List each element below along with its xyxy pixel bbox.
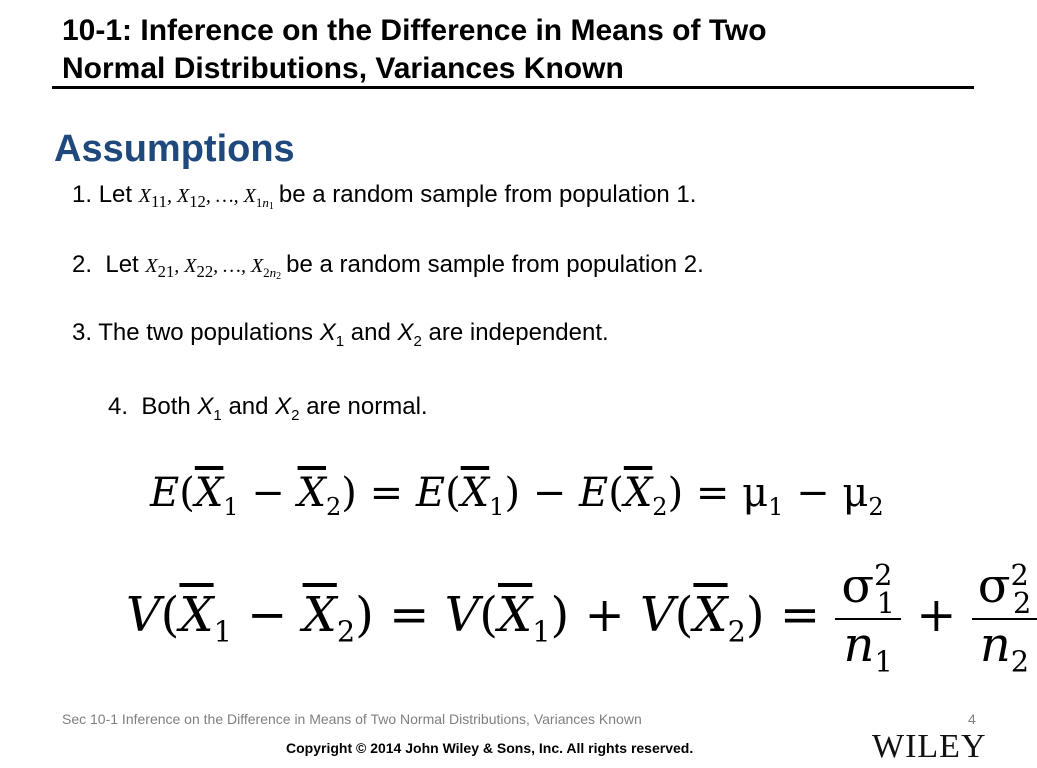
assumption-number: 4. (108, 393, 129, 420)
variable-x2: $X_2$ (397, 319, 422, 350)
assumption-prefix: Let (105, 251, 139, 278)
assumption-3 (72, 318, 609, 357)
wiley-logo: WILEY (872, 728, 987, 765)
title-line-2: Normal Distributions, Variances Known (62, 52, 624, 85)
variable-x1: $X_1$ (319, 319, 345, 350)
assumption-2 (72, 250, 704, 292)
sample-2-notation: $X_{21}$, $X_{22}$, …, $X_{2n_2}$ (145, 255, 282, 282)
sample-1-notation: $X_{11}$, $X_{12}$, …, $X_{1n_1}$ (138, 185, 274, 212)
assumption-text: are normal. (306, 393, 428, 420)
variance-formula: $V(\overline{X}_1 - \overline{X}_2) = V(\overline{X}_1) + V(\overline{X}_2)$ = $\frac{\sigma^2_1}{n_1}$ + $\frac{\sigma^2_2}{n_2}$ (126, 560, 1037, 677)
assumption-1 (72, 180, 696, 222)
assumption-text: and (228, 393, 269, 420)
title-line-1: 10-1: Inference on the Difference in Means of Two (62, 14, 767, 47)
assumption-text: are independent. (428, 319, 609, 346)
assumption-suffix: be a random sample from population 2. (286, 251, 704, 278)
expected-value-formula: $E(\overline{X}_1 - \overline{X}_2) = E(\overline{X}_1) - E(\overline{X}_2) = \mu_1 - \mu_2$ (150, 470, 884, 521)
sigma2-over-n2: $\frac{\sigma^2_2}{n_2}$ (972, 560, 1037, 677)
assumption-number: 2. (72, 251, 93, 278)
assumption-number: 3. (72, 319, 93, 346)
assumption-text: Both (141, 393, 191, 420)
slide-title (62, 12, 962, 88)
title-underline (52, 86, 974, 89)
assumption-suffix: be a random sample from population 1. (278, 181, 697, 208)
assumption-text: and (350, 319, 391, 346)
assumption-4 (108, 392, 428, 431)
assumption-number: 1. (72, 181, 93, 208)
variable-x2: $X_2$ (275, 393, 300, 424)
variable-x1: $X_1$ (197, 393, 222, 424)
assumption-prefix: Let (98, 181, 133, 208)
sigma1-over-n1: $\frac{\sigma^2_1}{n_1}$ (835, 560, 901, 677)
copyright-notice: Copyright © 2014 John Wiley & Sons, Inc. All rights reserved. (286, 740, 694, 756)
page-number: 4 (968, 711, 976, 727)
assumption-text: The two populations (98, 319, 314, 346)
footer-section-label: Sec 10-1 Inference on the Difference in Means of Two Normal Distributions, Variances Known (62, 711, 642, 727)
assumptions-heading: Assumptions (54, 128, 295, 170)
